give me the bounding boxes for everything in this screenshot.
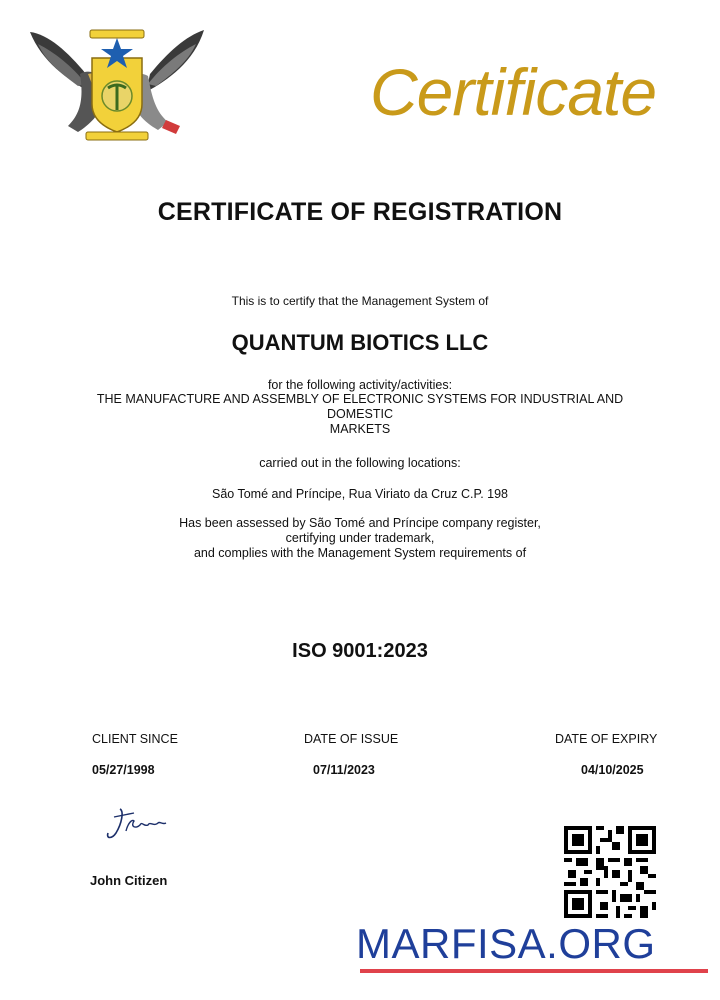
client-since-label: CLIENT SINCE <box>92 732 178 746</box>
signer-name: John Citizen <box>90 873 168 888</box>
assessment-line: Has been assessed by São Tomé and Príncipe company register, <box>179 516 541 530</box>
qr-code-icon <box>564 826 656 918</box>
activity-line: DOMESTIC <box>327 407 393 421</box>
assessment-statement <box>0 516 720 561</box>
intro-text: This is to certify that the Management System of <box>231 294 489 308</box>
coat-of-arms-icon <box>28 22 206 144</box>
date-of-expiry-label: DATE OF EXPIRY <box>555 732 658 746</box>
date-of-expiry-value: 04/10/2025 <box>581 763 644 777</box>
activity-line: MARKETS <box>329 422 391 436</box>
date-of-issue-label: DATE OF ISSUE <box>304 732 399 746</box>
activity-line: THE MANUFACTURE AND ASSEMBLY OF ELECTRONIC SYSTEMS FOR INDUSTRIAL AND <box>96 392 624 406</box>
signature-icon <box>100 805 170 845</box>
locations-lead: carried out in the following locations: <box>259 456 461 470</box>
activity-description <box>60 392 660 437</box>
company-name: QUANTUM BIOTICS LLC <box>231 330 489 355</box>
activity-lead: for the following activity/activities: <box>267 378 453 392</box>
standard-name: ISO 9001:2023 <box>292 640 428 662</box>
assessment-line: and complies with the Management System requirements of <box>193 546 527 560</box>
date-of-issue-value: 07/11/2023 <box>313 763 375 777</box>
assessment-line: certifying under trademark, <box>285 531 435 545</box>
client-since-value: 05/27/1998 <box>92 763 155 777</box>
certificate-heading: Certificate <box>370 55 657 129</box>
watermark-underline <box>360 969 708 973</box>
page-title: CERTIFICATE OF REGISTRATION <box>157 198 563 226</box>
location-address: São Tomé and Príncipe, Rua Viriato da Cruz C.P. 198 <box>211 487 508 501</box>
watermark-brand: MARFISA.ORG <box>356 920 656 967</box>
